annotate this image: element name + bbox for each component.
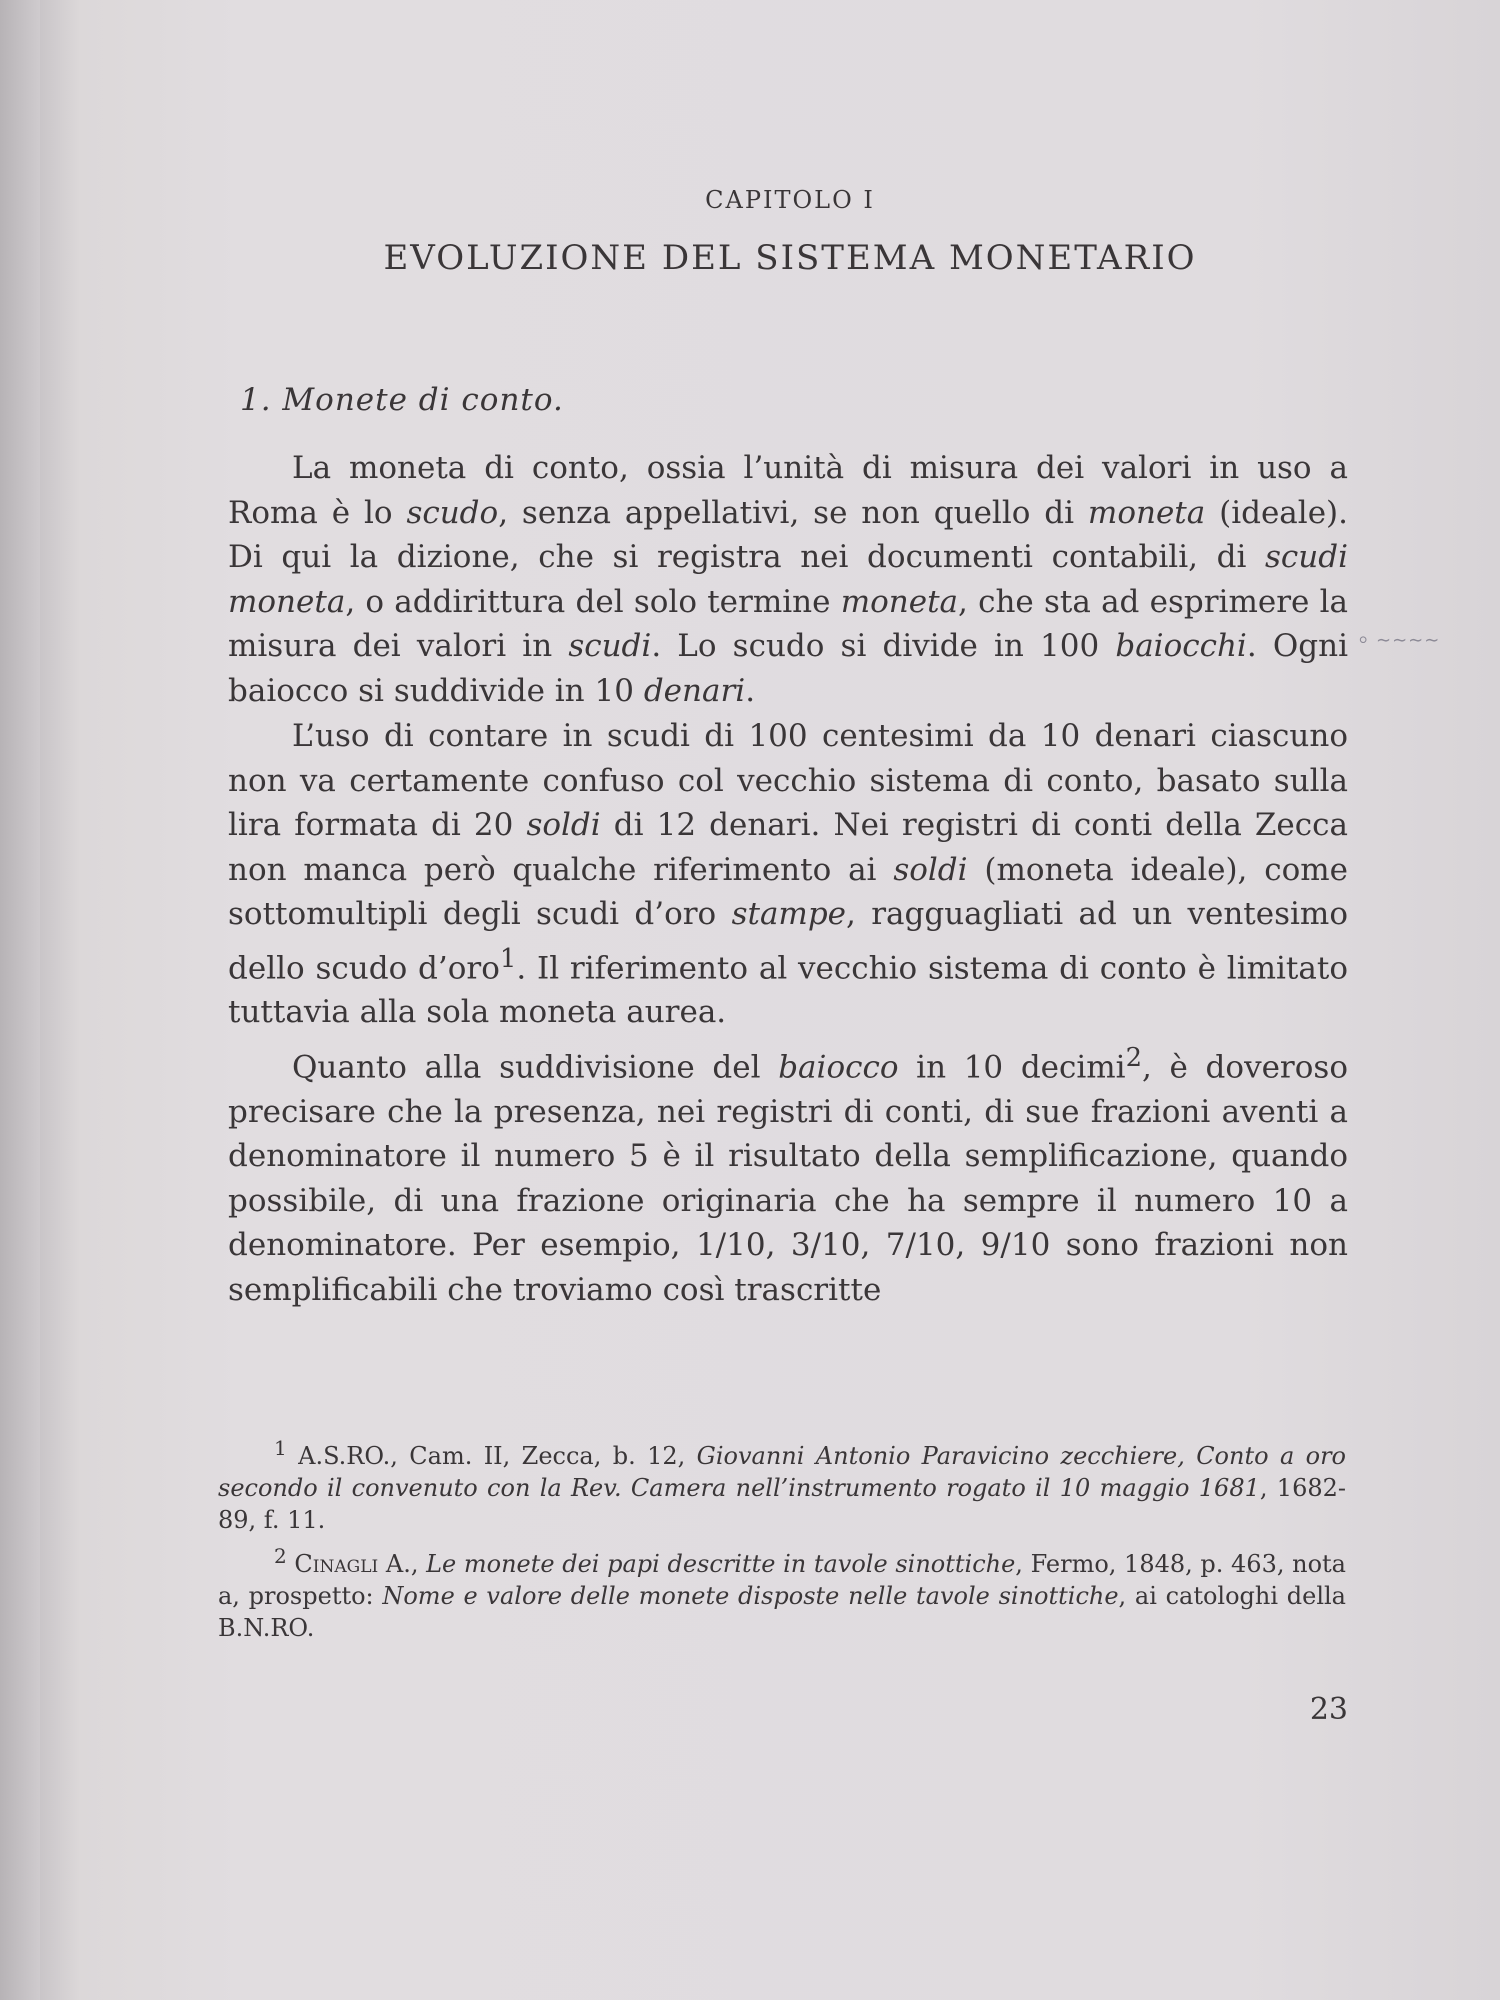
text-segment: A.S.RO., Cam. II, Zecca, b. 12, <box>286 1442 697 1470</box>
text-segment: soldi <box>893 851 968 888</box>
footnote-ref: 1 <box>499 943 517 974</box>
text-segment: , è doveroso precisare che la presenza, nei registri di conti, di sue frazioni aventi a denominatore il numero 5 è il risultato della semplificazione, quando possibile, di una frazione originaria che ha sempre il numero 10 a denominatore. Per esempio, 1/10, 3/10, 7/10, 9/10 sono frazioni non semplificabili che troviamo così trascritte <box>228 1049 1348 1308</box>
footnote <box>218 1540 1346 1644</box>
footnote-ref: 1 <box>274 1436 287 1460</box>
text-segment: . <box>745 672 756 709</box>
paragraph <box>228 446 1348 713</box>
text-segment: . Ogni baiocco si suddivide in 10 <box>228 628 1348 709</box>
text-segment: scudi <box>568 628 652 664</box>
text-segment: , 1682-89, f. 11. <box>218 1474 1346 1534</box>
footnotes <box>218 1432 1346 1644</box>
text-segment: Le monete dei papi descritte in tavole sinottiche <box>426 1550 1016 1578</box>
text-segment: moneta <box>840 583 959 620</box>
text-segment: , senza appellativi, se non quello di <box>498 494 1088 531</box>
text-segment: (moneta ideale), come sottomultipli degli scudi d’oro <box>228 851 1349 932</box>
text-segment: A., <box>378 1550 427 1578</box>
footnote-ref: 2 <box>1125 1042 1143 1073</box>
text-segment: Quanto alla suddivisione del <box>292 1049 779 1086</box>
text-segment: (ideale). Di qui la dizione, che si registra nei documenti contabili, di <box>228 494 1348 575</box>
text-segment: , Fermo, 1848, p. 463, nota a, prospetto: <box>218 1550 1346 1610</box>
pencil-margin-note: ⸰ ∼∼∼∼ <box>1358 630 1441 651</box>
text-segment: , ai catologhi della B.N.RO. <box>218 1582 1346 1642</box>
footnote <box>218 1432 1346 1536</box>
footnote-ref: 2 <box>274 1544 287 1568</box>
paragraph <box>228 1036 1348 1312</box>
book-gutter <box>0 0 40 2000</box>
text-segment: La moneta di conto, ossia l’unità di misura dei valori in uso a Roma è lo <box>228 450 1348 531</box>
text-segment: scudo <box>406 494 499 531</box>
paragraph <box>228 714 1348 1035</box>
text-segment: stampe <box>731 896 847 932</box>
text-segment: moneta <box>1087 494 1206 531</box>
text-segment: . Lo scudo si divide in 100 <box>651 628 1116 664</box>
chapter-label: CAPITOLO I <box>705 186 875 214</box>
text-segment: , ragguagliati ad un ventesimo dello scudo d’oro <box>228 896 1348 986</box>
text-segment: L’uso di contare in scudi di 100 centesimi da 10 denari ciascuno non va certamente confuso col vecchio sistema di conto, basato sulla lira formata di 20 <box>228 718 1348 843</box>
text-segment: soldi <box>526 807 601 843</box>
text-segment: Nome e valore delle monete disposte nelle tavole sinottiche <box>382 1582 1119 1610</box>
text-segment: in 10 decimi <box>898 1049 1126 1086</box>
text-segment: . Il riferimento al vecchio sistema di conto è limitato tuttavia alla sola moneta aurea. <box>228 949 1348 1031</box>
text-segment: denari <box>643 672 746 709</box>
text-segment: scudi moneta <box>228 539 1348 620</box>
text-segment: , o addirittura del solo termine <box>345 583 841 620</box>
text-segment: , che sta ad esprimere la misura dei valori in <box>228 583 1348 664</box>
text-segment: Cinagli <box>294 1550 379 1578</box>
page-number: 23 <box>1309 1692 1348 1727</box>
text-segment: di 12 denari. Nei registri di conti della Zecca non manca però qualche riferimento ai <box>228 807 1348 888</box>
text-segment: Giovanni Antonio Paravicino zecchiere, Conto a oro secondo il convenuto con la Rev. Camera nell’instrumento rogato il 10 maggio 1681 <box>218 1442 1346 1502</box>
text-segment: baiocchi <box>1115 628 1247 664</box>
chapter-title: EVOLUZIONE DEL SISTEMA MONETARIO <box>383 238 1197 278</box>
body-text <box>228 446 1348 1312</box>
section-heading: 1. Monete di conto. <box>240 382 564 418</box>
text-segment: baiocco <box>778 1049 899 1086</box>
